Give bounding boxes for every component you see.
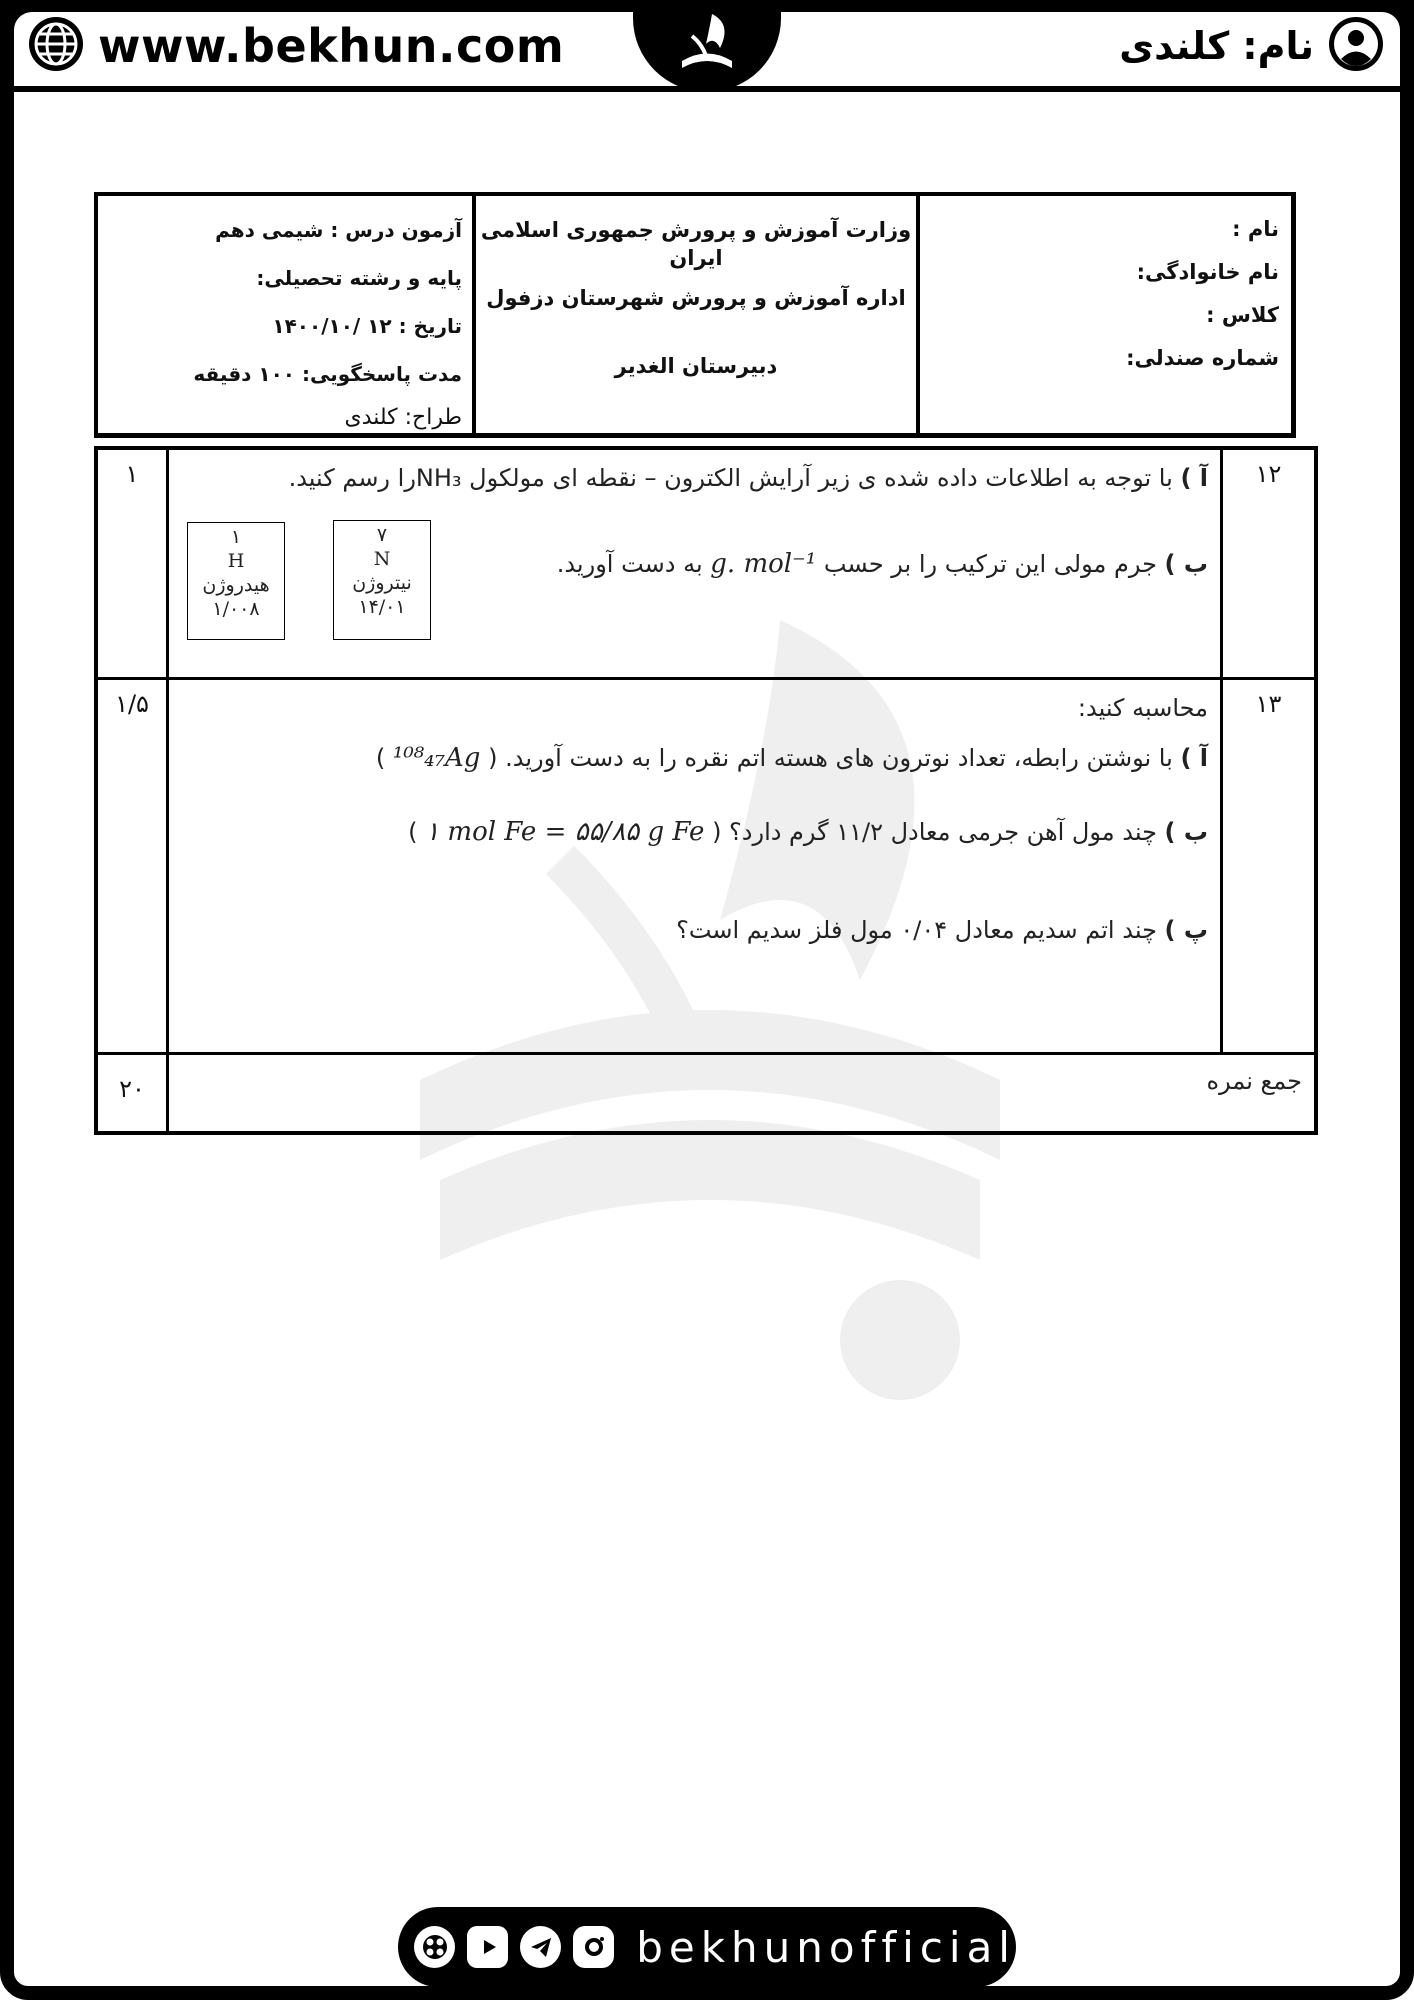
class-field: کلاس : <box>1206 303 1279 327</box>
element-name: نیتروژن <box>352 572 412 594</box>
grade-field: پایه و رشته تحصیلی: <box>256 266 462 290</box>
feather-book-icon <box>662 6 752 86</box>
question-part-a <box>181 460 1208 496</box>
part-label: آ ) <box>1180 744 1208 772</box>
exam-duration: مدت پاسخگویی: ۱۰۰ دقیقه <box>193 362 462 386</box>
part-close: ) <box>375 744 386 772</box>
instagram-icon[interactable] <box>573 1926 614 1968</box>
total-row <box>98 1055 1314 1131</box>
question-score: ۱/۵ <box>115 690 149 718</box>
telegram-icon[interactable] <box>520 1926 561 1968</box>
element-symbol: N <box>373 548 391 570</box>
aparat-icon[interactable] <box>414 1926 455 1968</box>
part-label: ب ) <box>1164 550 1208 578</box>
part-text: با نوشتن رابطه، تعداد نوترون های هسته اتم نقره را به دست آورید. ( <box>488 744 1173 772</box>
question-intro: محاسبه کنید: <box>1077 694 1208 722</box>
header-institution <box>476 196 920 433</box>
office-name: اداره آموزش و پرورش شهرستان دزفول <box>486 286 906 310</box>
questions-table <box>94 446 1318 1135</box>
atomic-mass: ۱۴/۰۱ <box>358 596 406 618</box>
element-symbol: H <box>227 550 245 572</box>
element-card-nitrogen <box>333 520 431 640</box>
question-body <box>166 680 1220 1052</box>
question-number: ۱۲ <box>1220 450 1314 677</box>
seat-number-field: شماره صندلی: <box>1126 346 1279 370</box>
part-text: چند اتم سدیم معادل ۰/۰۴ مول فلز سدیم است؟ <box>676 916 1157 944</box>
part-label: ب ) <box>1164 818 1208 846</box>
atomic-number: ۱ <box>230 526 242 548</box>
isotope-math: ¹⁰⁸₄₇Ag <box>392 743 481 773</box>
question-part-a <box>181 740 1208 776</box>
social-handle[interactable]: bekhunofficial <box>636 1922 1016 1972</box>
part-text: چند مول آهن جرمی معادل ۱۱/۲ گرم دارد؟ ( <box>712 818 1157 846</box>
exam-date: تاریخ : ۱۲ /۱۴۰۰/۱۰ <box>272 314 462 338</box>
question-number: ۱۳ <box>1220 680 1314 1052</box>
conversion-math: ۱ mol Fe = ۵۵/۸۵ g Fe <box>425 817 705 847</box>
user-icon <box>1326 14 1386 78</box>
exam-subject: آزمون درس : شیمی دهم <box>215 218 462 242</box>
total-label: جمع نمره <box>1206 1067 1302 1095</box>
header-student-info <box>920 196 1291 433</box>
part-text: جرم مولی این ترکیب را بر حسب <box>823 550 1157 578</box>
ministry-name: وزارت آموزش و پرورش جمهوری اسلامی ایران <box>480 218 912 270</box>
atomic-number: ۷ <box>376 524 388 546</box>
question-body <box>166 450 1220 677</box>
part-label: آ ) <box>1180 464 1208 492</box>
website-text: www.bekhun.com <box>98 19 565 73</box>
question-part-b <box>181 814 1208 850</box>
first-name-field: نام : <box>1232 217 1279 241</box>
part-label: پ ) <box>1164 916 1208 944</box>
unit-math: g. mol⁻¹ <box>710 549 817 579</box>
atomic-mass: ۱/۰۰۸ <box>212 598 260 620</box>
question-row <box>98 680 1314 1055</box>
author-name: نام: کلندی <box>1119 24 1314 68</box>
part-tail: به دست آورید. <box>556 550 703 578</box>
name-badge <box>1119 16 1386 76</box>
school-name: دبیرستان الغدیر <box>614 354 778 378</box>
last-name-field: نام خانوادگی: <box>1136 260 1279 284</box>
top-bar <box>0 0 1414 92</box>
total-label-cell <box>166 1055 1314 1131</box>
total-score: ۲۰ <box>119 1075 145 1103</box>
element-name: هیدروژن <box>202 574 270 596</box>
question-part-c <box>181 912 1208 948</box>
exam-designer: طراح: کلندی <box>344 405 462 430</box>
part-text: با توجه به اطلاعات داده شده ی زیر آرایش الکترون – نقطه ای مولکول NH₃را رسم کنید. <box>288 464 1173 492</box>
element-card-hydrogen <box>187 522 285 640</box>
header-exam-info <box>98 196 476 433</box>
website-link[interactable] <box>26 16 564 76</box>
youtube-icon[interactable] <box>467 1926 508 1968</box>
part-close: ) <box>408 818 418 846</box>
question-row <box>98 450 1314 680</box>
exam-header-table <box>94 192 1296 438</box>
social-bar <box>398 1907 1016 1987</box>
question-score: ۱ <box>125 460 139 488</box>
globe-icon <box>26 14 86 78</box>
